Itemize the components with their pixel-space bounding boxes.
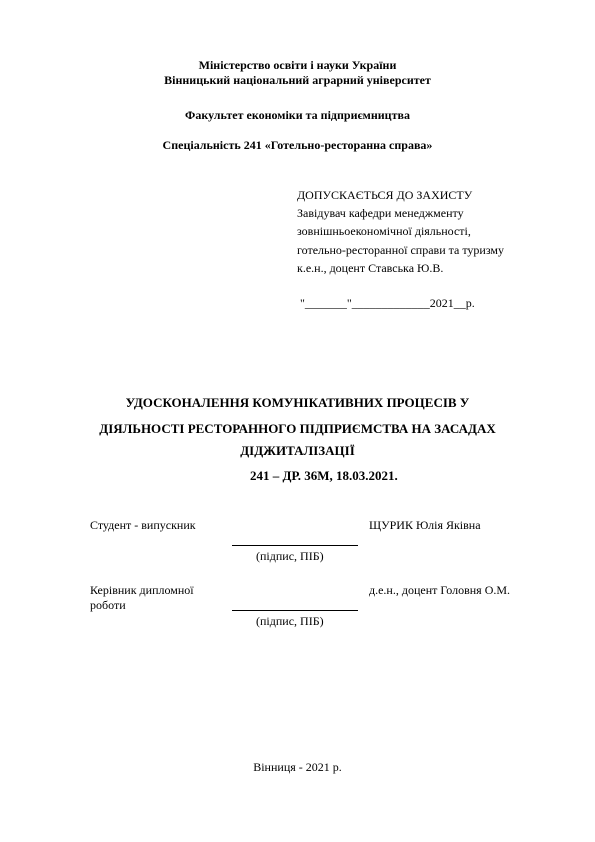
supervisor-signature-line — [232, 610, 358, 611]
student-label: Студент - випускник — [90, 518, 196, 532]
approval-date-line: "_______"_____________2021__р. — [300, 296, 475, 310]
thesis-title-line1: УДОСКОНАЛЕННЯ КОМУНІКАТИВНИХ ПРОЦЕСІВ У — [125, 395, 470, 410]
specialty-name: Спеціальність 241 «Готельно-ресторанна справа» — [162, 138, 433, 152]
supervisor-signature-caption: (підпис, ПІБ) — [256, 614, 324, 628]
thesis-code: 241 – ДР. 36М, 18.03.2021. — [250, 468, 398, 483]
approval-department-line1: зовнішньоекономічної діяльності, — [297, 224, 471, 238]
approval-head-name: к.е.н., доцент Ставська Ю.В. — [297, 261, 444, 275]
approval-head-position: Завідувач кафедри менеджменту — [297, 206, 464, 220]
approval-department-line2: готельно-ресторанної справи та туризму — [297, 243, 505, 257]
faculty-name: Факультет економіки та підприємництва — [185, 108, 410, 122]
city-year: Вінниця - 2021 р. — [253, 760, 342, 774]
thesis-title-line3: ДІДЖИТАЛІЗАЦІЇ — [240, 443, 355, 458]
student-signature-caption: (підпис, ПІБ) — [256, 549, 324, 563]
student-name: ЩУРИК Юлія Яківна — [369, 518, 481, 532]
supervisor-name: д.е.н., доцент Головня О.М. — [369, 583, 511, 597]
supervisor-label-line2: роботи — [90, 598, 126, 612]
university-name: Вінницький національний аграрний університет — [164, 73, 431, 87]
thesis-title-line2: ДІЯЛЬНОСТІ РЕСТОРАННОГО ПІДПРИЄМСТВА НА ЗАСАДАХ — [99, 421, 496, 436]
supervisor-label-line1: Керівник дипломної — [90, 583, 194, 597]
approval-heading: ДОПУСКАЄТЬСЯ ДО ЗАХИСТУ — [297, 188, 473, 202]
student-signature-line — [232, 545, 358, 546]
ministry-name: Міністерство освіти і науки України — [198, 58, 397, 72]
